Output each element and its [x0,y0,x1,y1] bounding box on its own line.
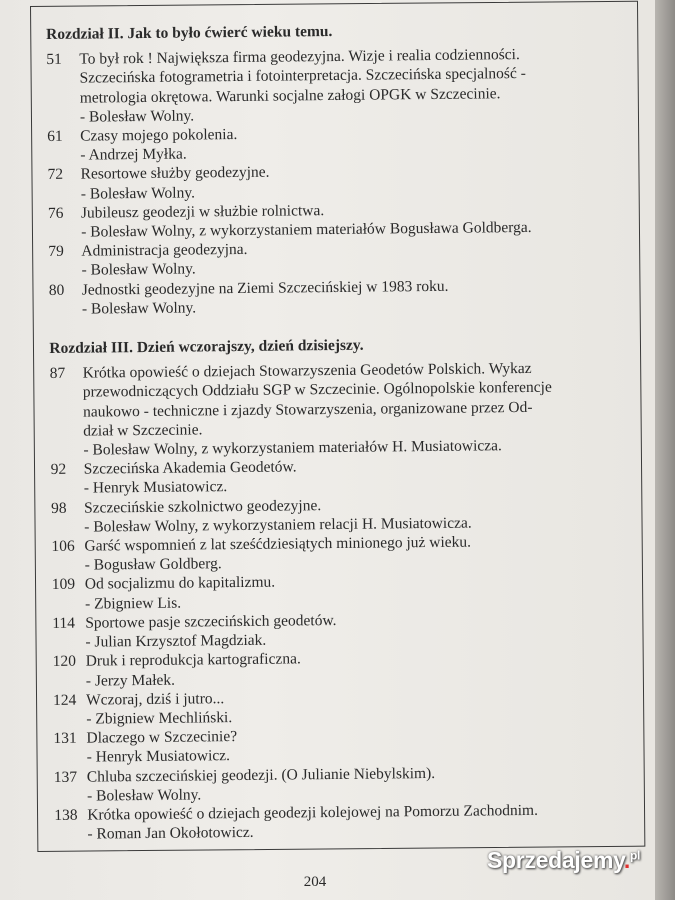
entry-title-line: Krótka opowieść o dziejach Stowarzyszenia Geodetów Polskich. Wykaz [82,360,532,382]
watermark-suffix: pl [629,848,641,863]
entry-title-line: Szczecińska Akademia Geodetów. [83,458,297,478]
entry-title-line: Krótka opowieść o dziejach geodezji kolejowej na Pomorzu Zachodnim. [87,801,538,824]
entry-page-number: 61 [47,127,63,146]
entry-page-number: 138 [54,806,78,824]
entry-page-number: 87 [49,365,66,383]
entry-author: - Zbigniew Mechliński. [86,708,233,728]
entry-text [85,570,612,614]
entry-text [86,685,613,729]
entry-text [84,493,611,537]
entry-title-line: Sportowe pasje szczecińskich geodetów. [85,611,337,632]
entry-title-line: Chluba szczecińskiej geodezji. (O Julianie Niebylskim). [86,764,436,786]
toc-entry [51,454,611,498]
entry-page-number: 72 [47,166,64,184]
entry-title-line: Czasy mojego pokolenia. [80,126,238,145]
entry-page-number: 79 [48,243,64,261]
toc-entry [46,44,607,127]
entry-author: - Bolesław Wolny. [79,107,195,126]
toc-entry [53,685,613,729]
entry-title-line: Od socjalizmu do kapitalizmu. [84,574,276,594]
table-of-contents [46,19,615,844]
entry-text [84,454,611,498]
entry-author: - Bolesław Wolny, z wykorzystaniem materiałów H. Musiatowicza. [83,437,502,459]
entry-page-number: 76 [47,204,64,222]
entry-author: - Bogusław Goldberg. [84,555,222,574]
page-number: 204 [303,874,327,890]
entry-title-line: naukowo - techniczne i zjazdy Stowarzyszenia, organizowane przez Od- [82,398,533,421]
chapter-heading: Rozdział II. Jak to było ćwierć wieku temu. [46,23,333,43]
entry-title-line: Jubileusz geodezji w służbie rolnictwa. [80,201,325,222]
entry-author: - Bolesław Wolny. [86,786,202,805]
entry-title-line: przewodniczących Oddziału SGP w Szczecinie. Ogólnopolskie konferencje [82,379,552,402]
entry-text [85,608,612,652]
entry-page-number: 120 [52,653,77,671]
toc-entry [47,121,607,165]
toc-entry [47,160,607,204]
chapter-heading: Rozdział III. Dzień wczorajszy, dzień dzisiejszy. [49,336,364,358]
entry-text [87,762,614,806]
entry-page-number: 109 [51,576,76,594]
entry-page-number: 98 [50,499,67,517]
entry-page-number: 80 [48,281,65,299]
entry-author: - Andrzej Myłka. [80,145,187,164]
entry-text [81,198,608,242]
entry-page-number: 92 [50,461,67,479]
entry-title-line: Druk i reprodukcja kartograficzna. [85,650,301,670]
entry-title-line: To był rok ! Największa firma geodezyjna. Wizje i realia codzienności. [79,46,520,68]
entry-author: - Jerzy Małek. [85,671,176,690]
entry-title-line: Wczoraj, dziś i jutro... [85,689,225,709]
entry-page-number: 106 [51,537,75,556]
entry-title-line: Szczecińskie szkolnictwo geodezyjne. [83,496,322,517]
toc-entry [50,358,611,460]
entry-author: - Bolesław Wolny. [81,299,197,318]
entry-page-number: 51 [46,51,62,69]
entry-text [80,160,607,204]
toc-entry [48,198,608,242]
entry-page-number: 124 [52,691,77,709]
entry-title-line: dział w Szczecinie. [83,421,203,440]
toc-entry [54,800,614,844]
entry-title-line: Resortowe służby geodezyjne. [80,164,270,184]
watermark-text: Sprzedajemy [487,847,624,873]
toc-entry [53,646,613,690]
toc-entry [51,531,611,575]
entry-title-line: metrologia okrętowa. Warunki socjalne załogi OPGK w Szczecinie. [79,84,501,107]
entry-author: - Bolesław Wolny, z wykorzystaniem materiałów Bogusława Goldberga. [81,218,532,241]
entry-author: - Roman Jan Okołotowicz. [87,823,254,843]
entry-author: - Bolesław Wolny, z wykorzystaniem relacji H. Musiatowicza. [84,514,472,536]
toc-entry [51,493,611,537]
entry-author: - Henryk Musiatowicz. [83,478,228,498]
entry-page-number: 137 [53,768,78,786]
entry-text [86,646,613,690]
entry-text [82,275,609,319]
toc-entry [54,762,614,806]
entry-page-number: 131 [53,729,77,748]
entry-text [86,723,613,767]
entry-title-line: Szczecińska fotogrametria i fotointerpretacja. Szczecińska specjalność - [79,65,526,88]
entry-text [80,121,607,165]
toc-entry [49,275,609,319]
entry-text [83,358,611,460]
entry-text [81,236,608,280]
toc-entry [53,723,613,767]
entry-text [87,800,614,844]
entry-author: - Julian Krzysztof Magdziak. [85,631,267,651]
entry-title-line: Jednostki geodezyjne na Ziemi Szczecińskiej w 1983 roku. [81,277,449,299]
toc-entry [52,570,612,614]
entry-author: - Bolesław Wolny. [80,184,195,203]
entry-title-line: Administracja geodezyjna. [81,241,248,260]
entry-text [84,531,611,575]
entry-text [79,44,607,126]
site-watermark-logo [487,847,640,874]
watermark-dot: . [623,847,630,873]
entry-author: - Bolesław Wolny. [81,260,196,280]
entry-author: - Henryk Musiatowicz. [86,747,231,766]
entry-page-number: 114 [52,614,76,632]
entry-title-line: Dlaczego w Szczecinie? [86,728,238,747]
entry-author: - Zbigniew Lis. [84,594,182,613]
toc-entry [48,236,608,280]
page-edge-shadow [655,0,675,900]
toc-entry [52,608,612,652]
entry-title-line: Garść wspomnień z lat sześćdziesiątych minionego już wieku. [84,533,472,555]
